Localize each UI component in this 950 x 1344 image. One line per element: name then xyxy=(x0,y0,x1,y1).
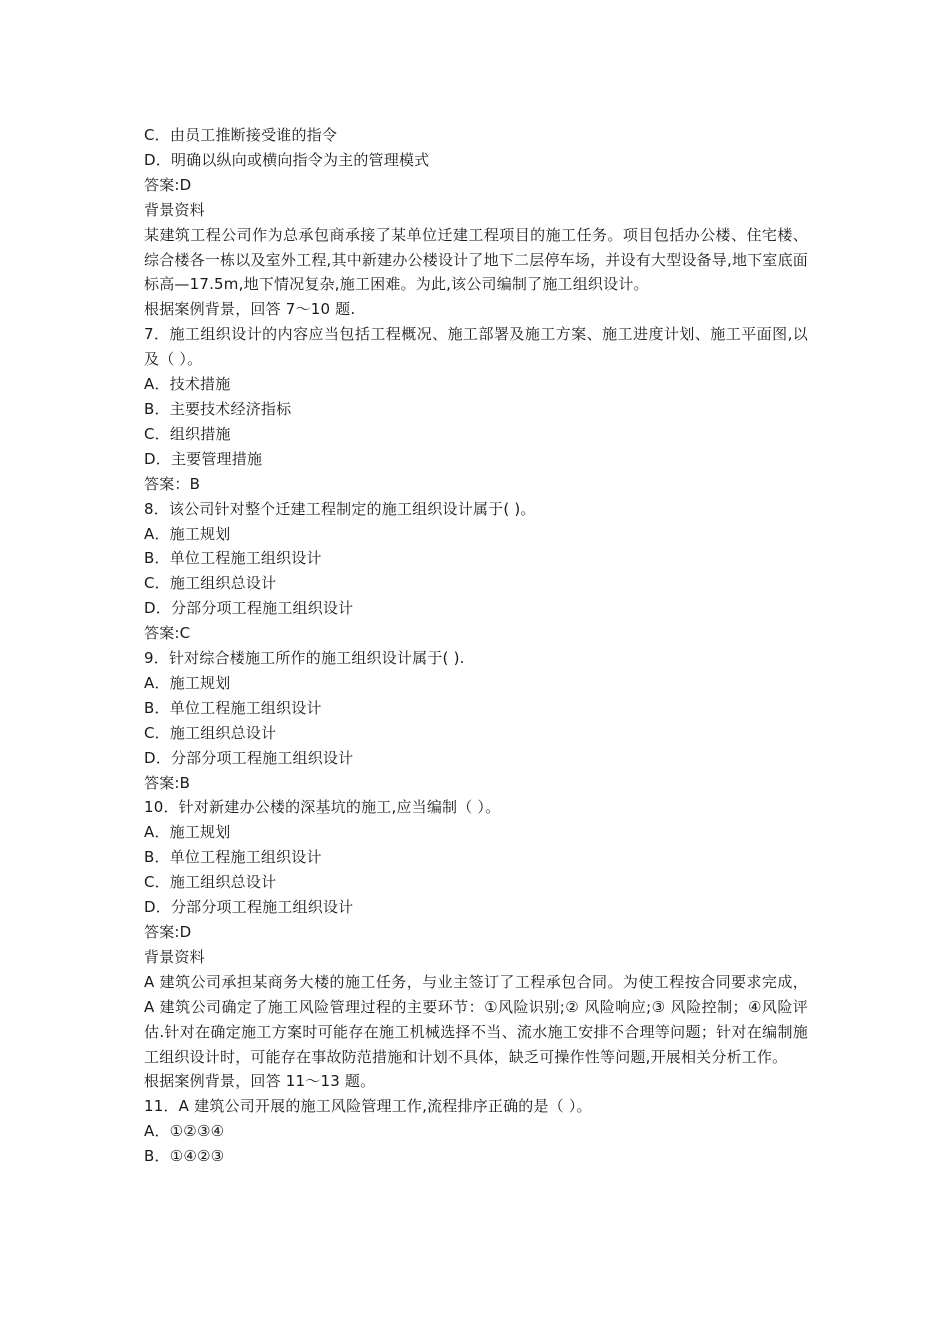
option-line: B．单位工程施工组织设计 xyxy=(144,698,322,717)
answer-line: 答案:C xyxy=(144,624,191,643)
option-line: C．施工组织总设计 xyxy=(144,574,277,593)
option-line: B．主要技术经济指标 xyxy=(144,399,292,418)
answer-line: 答案:D xyxy=(144,175,192,194)
option-line: C．施工组织总设计 xyxy=(144,873,277,892)
option-line: C．由员工推断接受谁的指令 xyxy=(144,126,338,144)
option-line: A．施工规划 xyxy=(144,673,231,692)
instruction-line: 根据案例背景，回答 11～13 题。 xyxy=(144,1072,376,1091)
background-paragraph: A 建筑公司承担某商务大楼的施工任务，与业主签订了工程承包合同。为使工程按合同要求完成，A 建筑公司确定了施工风险管理过程的主要环节：①风险识别;② 风险响应;③ 风险控制；④风险评估.针对在确定施工方案时可能存在施工机械选择不当、流水施工安排不合理等问题；针对在编制施工组织设计时，可能存在事故防范措施和计划不具体，缺乏可操作性等问题,开展相关分析工作。 xyxy=(144,972,808,1066)
option-line: B．单位工程施工组织设计 xyxy=(144,848,322,867)
option-line: D．分部分项工程施工组织设计 xyxy=(144,898,354,917)
answer-line: 答案:B xyxy=(144,773,191,792)
answer-line: 答案:D xyxy=(144,923,192,941)
option-line: A．技术措施 xyxy=(144,375,231,394)
option-line: A．①②③④ xyxy=(144,1122,225,1141)
option-line: C．施工组织总设计 xyxy=(144,723,277,742)
option-line: B．①④②③ xyxy=(144,1147,225,1166)
answer-line: 答案：B xyxy=(144,474,201,493)
question-line: 7．施工组织设计的内容应当包括工程概况、施工部署及施工方案、施工进度计划、施工平面图,以及（ ）。 xyxy=(144,325,808,369)
question-line: 8．该公司针对整个迁建工程制定的施工组织设计属于( )。 xyxy=(144,499,536,518)
section-heading: 背景资料 xyxy=(144,947,205,966)
option-line: A．施工规划 xyxy=(144,524,231,543)
option-line: D．明确以纵向或横向指令为主的管理模式 xyxy=(144,150,430,169)
option-line: D．分部分项工程施工组织设计 xyxy=(144,748,354,767)
question-line: 11．A 建筑公司开展的施工风险管理工作,流程排序正确的是（ ）。 xyxy=(144,1097,592,1116)
background-paragraph: 某建筑工程公司作为总承包商承接了某单位迁建工程项目的施工任务。项目包括办公楼、住宅楼、综合楼各一栋以及室外工程,其中新建办公楼设计了地下二层停车场，并设有大型设备导,地下室底面标高—17.5m,地下情况复杂,施工困难。为此,该公司编制了施工组织设计。 xyxy=(144,225,808,294)
option-line: C．组织措施 xyxy=(144,424,231,443)
question-line: 9．针对综合楼施工所作的施工组织设计属于( ). xyxy=(144,649,465,668)
question-line: 10．针对新建办公楼的深基坑的施工,应当编制（ ）。 xyxy=(144,798,501,817)
option-line: A．施工规划 xyxy=(144,823,231,842)
section-heading: 背景资料 xyxy=(144,200,205,219)
option-line: D．分部分项工程施工组织设计 xyxy=(144,599,354,618)
document-body xyxy=(144,123,808,1169)
option-line: D．主要管理措施 xyxy=(144,449,263,468)
option-line: B．单位工程施工组织设计 xyxy=(144,549,322,568)
instruction-line: 根据案例背景，回答 7～10 题. xyxy=(144,300,356,319)
